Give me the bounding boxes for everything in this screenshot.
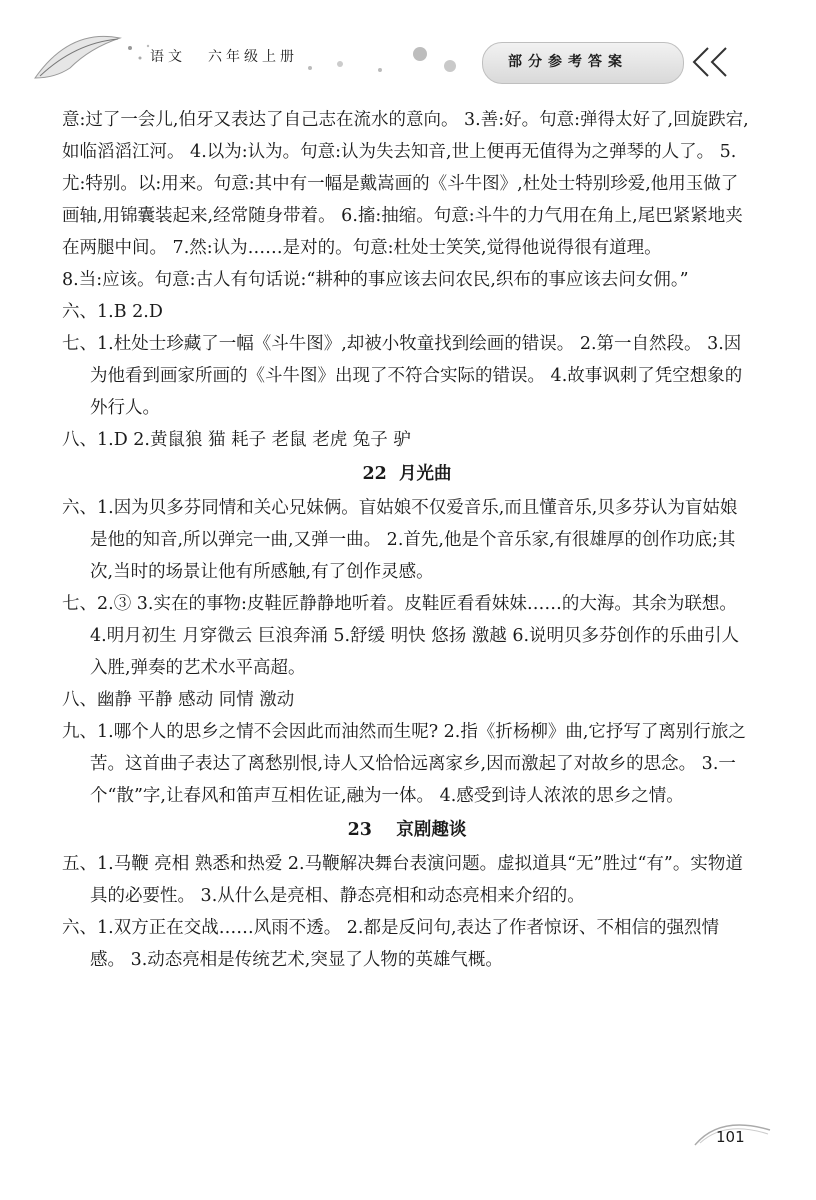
dots-decoration-icon — [300, 40, 480, 80]
lesson-title: 月光曲 — [399, 464, 452, 484]
header-grade: 六年级上册 — [208, 49, 298, 65]
answer-item: 八、1.D 2.黄鼠狼 猫 耗子 老鼠 老虎 兔子 驴 — [62, 430, 411, 450]
lesson-title: 京剧趣谈 — [396, 820, 467, 840]
page-number: 101 — [716, 1128, 745, 1146]
answer-paragraph: 8.当:应该。句意:古人有句话说:“耕种的事应该去问农民,织布的事应该去问女佣。” — [62, 270, 689, 290]
feather-decoration-icon — [30, 18, 160, 88]
answer-item: 六、1.因为贝多芬同情和关心兄妹俩。盲姑娘不仅爱音乐,而且懂音乐,贝多芬认为盲姑娘是他的知音,所以弹完一曲,又弹一曲。 2.首先,他是个音乐家,有很雄厚的创作功底;其次,当时的场景让他有所感触,有了创作灵感。 — [62, 498, 738, 582]
header-section-title: 部分参考答案 — [508, 54, 628, 70]
lesson-heading — [62, 458, 752, 490]
answer-item: 六、1.B 2.D — [62, 302, 163, 322]
answer-item: 九、1.哪个人的思乡之情不会因此而油然而生呢? 2.指《折杨柳》曲,它抒写了离别行旅之苦。这首曲子表达了离愁别恨,诗人又恰恰远离家乡,因而激起了对故乡的思念。 3.一个“散”字,让春风和笛声互相佐证,融为一体。 4.感受到诗人浓浓的思乡之情。 — [62, 722, 746, 806]
header-subject: 语文 — [150, 49, 186, 65]
answer-item: 七、1.杜处士珍藏了一幅《斗牛图》,却被小牧童找到绘画的错误。 2.第一自然段。 3.因为他看到画家所画的《斗牛图》出现了不符合实际的错误。 4.故事讽刺了凭空想象的外行人。 — [62, 334, 743, 418]
answer-item: 六、1.双方正在交战……风雨不透。 2.都是反问句,表达了作者惊讶、不相信的强烈情感。 3.动态亮相是传统艺术,突显了人物的英雄气概。 — [62, 918, 720, 970]
lesson-heading — [62, 814, 752, 846]
answer-content — [62, 104, 752, 976]
double-chevron-left-icon — [686, 42, 736, 82]
answer-item: 八、幽静 平静 感动 同情 激动 — [62, 690, 295, 710]
lesson-number: 23 — [347, 820, 372, 840]
page-header — [0, 0, 816, 100]
answer-paragraph: 意:过了一会儿,伯牙又表达了自己志在流水的意向。 3.善:好。句意:弹得太好了,回旋跌宕,如临滔滔江河。 4.以为:认为。句意:认为失去知音,世上便再无值得为之弹琴的人了。 5.尤:特别。以:用来。句意:其中有一幅是戴嵩画的《斗牛图》,杜处士特别珍爱,他用玉做了画轴,用锦囊装起来,经常随身带着。 6.搐:抽缩。句意:斗牛的力气用在角上,尾巴紧紧地夹在两腿中间。 7.然:认为……是对的。句意:杜处士笑笑,觉得他说得很有道理。 — [62, 110, 749, 258]
answer-item: 七、2.③ 3.实在的事物:皮鞋匠静静地听着。皮鞋匠看看妹妹……的大海。其余为联想。 4.明月初生 月穿微云 巨浪奔涌 5.舒缓 明快 悠扬 激越 6.说明贝多芬创作的乐曲引人入胜,弹奏的艺术水平高超。 — [62, 594, 740, 678]
answer-item: 五、1.马鞭 亮相 熟悉和热爱 2.马鞭解决舞台表演问题。虚拟道具“无”胜过“有”。实物道具的必要性。 3.从什么是亮相、静态亮相和动态亮相来介绍的。 — [62, 854, 743, 906]
lesson-number: 22 — [362, 464, 387, 484]
